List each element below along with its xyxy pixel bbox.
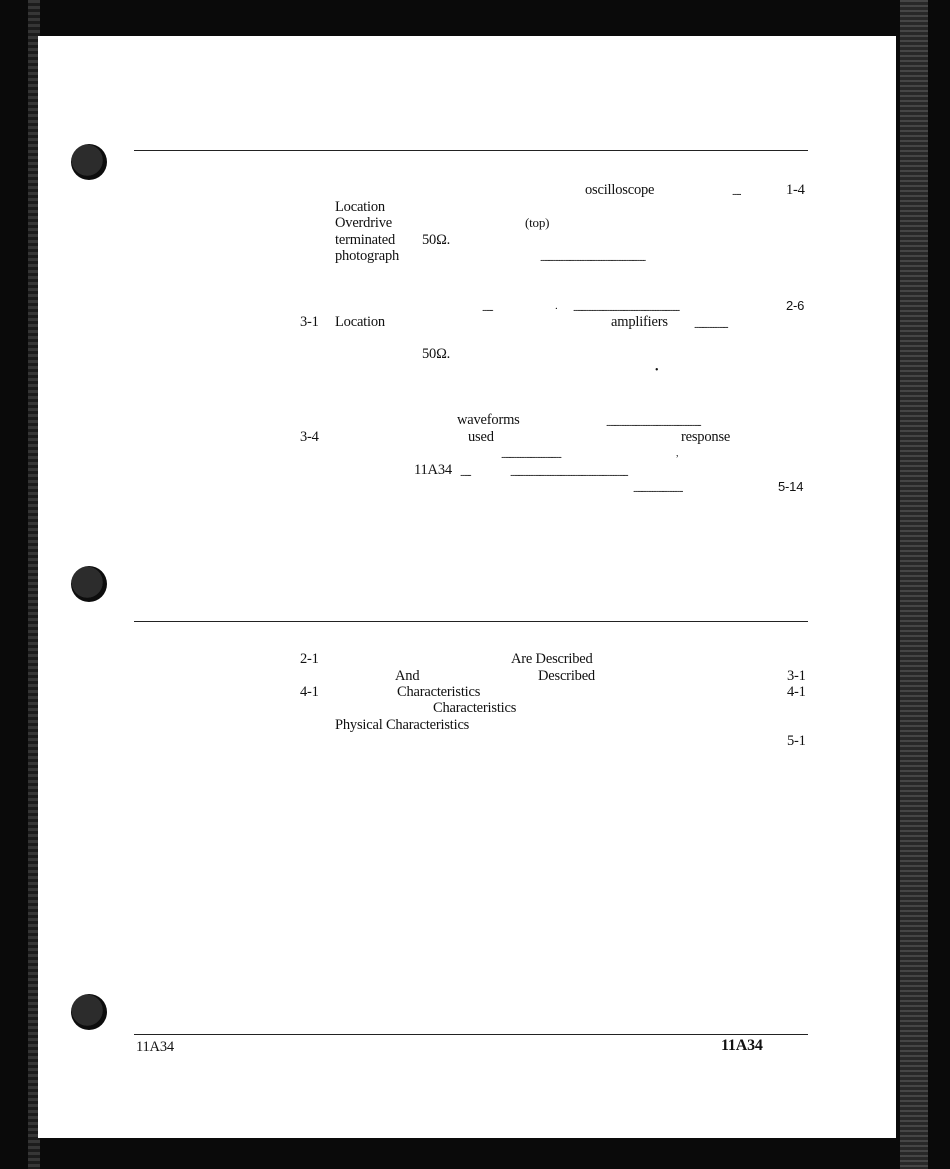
footer-right: 11A34 <box>721 1037 763 1054</box>
leader-dots: .................................................................................................... <box>540 253 646 263</box>
leader-dots: ................................ <box>694 320 728 330</box>
punch-hole <box>71 144 107 180</box>
list-text: Location <box>335 199 385 215</box>
scan-edge-right <box>900 0 928 1169</box>
list-text: 50Ω. <box>422 346 451 362</box>
footer-rule <box>134 1034 808 1035</box>
list-text: Overdrive <box>335 215 392 231</box>
stray-mark: , <box>676 448 679 459</box>
list-text: Location <box>335 314 385 330</box>
punch-hole <box>71 566 107 602</box>
document-page <box>38 36 896 1138</box>
punch-hole <box>71 994 107 1030</box>
list-text: terminated <box>335 232 396 248</box>
page-number: 4-1 <box>787 684 806 700</box>
leader-dots: .......... <box>482 303 493 313</box>
list-text: Physical Characteristics <box>335 717 470 733</box>
list-text: amplifiers <box>611 314 668 330</box>
section-rule <box>134 621 808 622</box>
list-number: 4-1 <box>300 684 319 700</box>
section-rule <box>134 150 808 151</box>
list-number: 3-1 <box>300 314 319 330</box>
leader-dots: .......... <box>460 468 471 478</box>
page-number: 5-14 <box>778 479 804 494</box>
leader-dots: .......................................................................................... <box>606 418 701 428</box>
footer-left: 11A34 <box>136 1039 174 1055</box>
page-number: 1-4 <box>786 182 805 198</box>
page-number: 2-6 <box>786 298 805 313</box>
list-text: (top) <box>525 215 550 230</box>
stray-mark: • <box>655 365 659 376</box>
leader-dots: ......................................................... <box>501 450 561 460</box>
list-number: 2-1 <box>300 651 319 667</box>
stray-mark: . <box>555 300 558 312</box>
list-text: Described <box>538 668 595 684</box>
list-number: 3-4 <box>300 429 319 445</box>
list-text: oscilloscope <box>585 182 655 198</box>
list-text: Characteristics <box>433 700 517 716</box>
list-text: response <box>681 429 731 445</box>
page-number: 5-1 <box>787 733 806 749</box>
list-text: Are Described <box>511 651 593 667</box>
page-number: 3-1 <box>787 668 806 684</box>
list-text: 11A34 <box>414 462 452 478</box>
leader-dots: ..................................................................................................... <box>573 303 680 313</box>
leader-dots: ........ <box>732 187 741 197</box>
leader-dots: ................................................................................................................ <box>510 468 628 478</box>
list-text: And <box>395 668 420 684</box>
leader-dots: ............................................... <box>633 484 683 494</box>
list-text: Characteristics <box>397 684 481 700</box>
list-text: photograph <box>335 248 400 264</box>
list-text: used <box>468 429 494 445</box>
list-text: 50Ω. <box>422 232 451 248</box>
list-text: waveforms <box>457 412 520 428</box>
